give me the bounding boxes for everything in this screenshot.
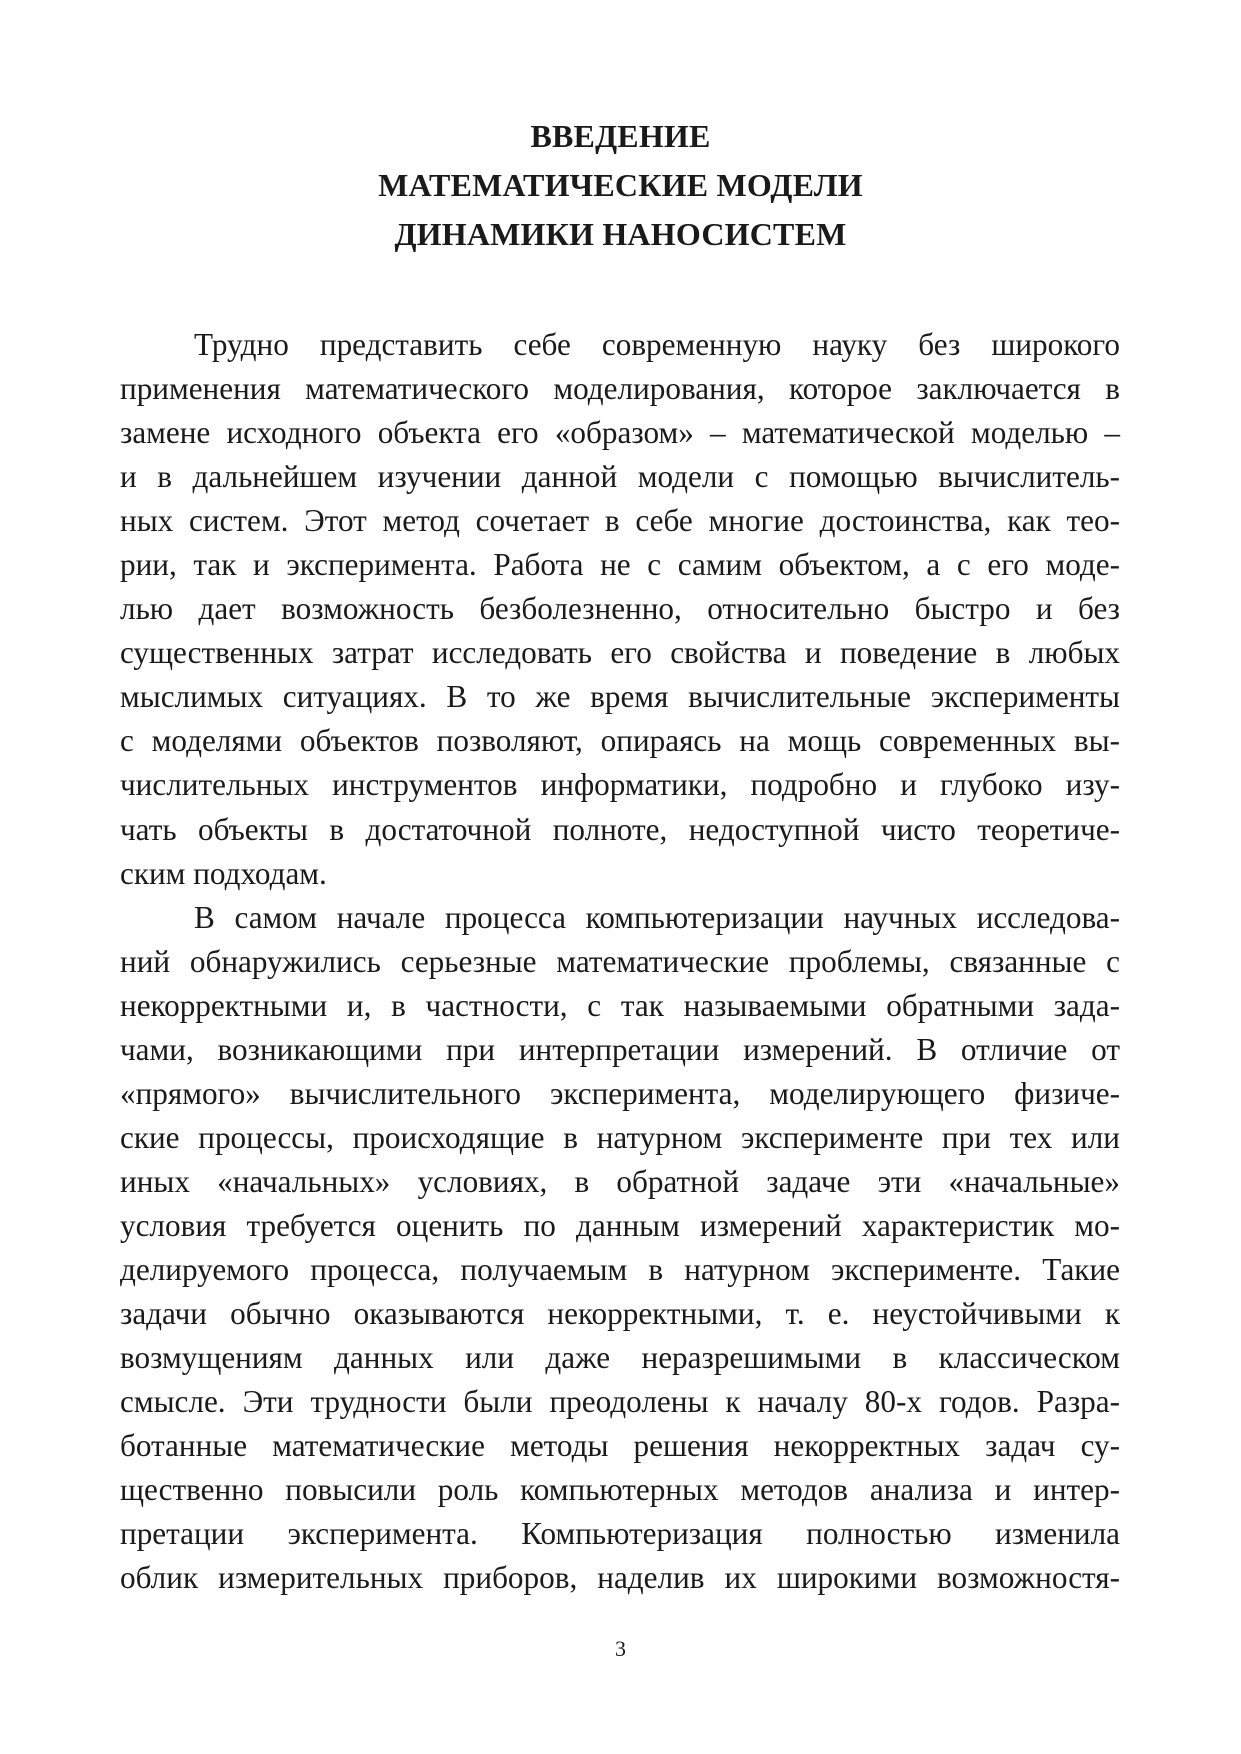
chapter-title-line-2: МАТЕМАТИЧЕСКИЕ МОДЕЛИ [378,167,863,203]
text-line: «прямого» вычислительного эксперимента, моделирующего физиче- [120,1075,1120,1111]
text-line: замене исходного объекта его «образом» – математической моделью – [120,415,1120,451]
text-line: претации эксперимента. Компьютеризация полностью изменила [120,1516,1120,1552]
text-line: В самом начале процесса компьютеризации научных исследова- [194,899,1120,935]
text-line: и в дальнейшем изучении данной модели с помощью вычислитель- [120,459,1120,495]
text-line: рии, так и эксперимента. Работа не с самим объектом, а с его моде- [120,547,1120,583]
text-line: ных систем. Этот метод сочетает в себе многие достоинства, как тео- [120,503,1120,539]
text-line: Трудно представить себе современную науку без широкого [194,327,1120,362]
text-line: ботанные математические методы решения некорректных задач су- [120,1428,1120,1464]
page-number: 3 [615,1636,626,1661]
text-line: некорректными и, в частности, с так называемыми обратными зада- [120,987,1120,1023]
text-line: мыслимых ситуациях. В то же время вычислительные эксперименты [120,679,1120,715]
text-line: смысле. Эти трудности были преодолены к началу 80-х годов. Разра- [120,1384,1120,1420]
text-line: условия требуется оценить по данным измерений характеристик мо- [120,1207,1120,1243]
text-line: применения математического моделирования, которое заключается в [120,371,1120,407]
chapter-title [0,112,1241,259]
text-line: лью дает возможность безболезненно, относительно быстро и без [120,591,1120,627]
text-line: щественно повысили роль компьютерных методов анализа и интер- [120,1472,1120,1508]
text-line: существенных затрат исследовать его свойства и поведение в любых [120,635,1120,671]
text-line: делируемого процесса, получаемым в натурном эксперименте. Такие [120,1251,1120,1287]
text-line: задачи обычно оказываются некорректными, т. е. неустойчивыми к [120,1296,1120,1332]
text-line: ским подходам. [120,855,327,891]
text-line: чами, возникающими при интерпретации измерений. В отличие от [120,1031,1120,1067]
text-line: облик измерительных приборов, наделив их широкими возможностя- [120,1560,1120,1596]
chapter-title-line-3: ДИНАМИКИ НАНОСИСТЕМ [394,216,847,252]
text-line: чать объекты в достаточной полноте, недоступной чисто теоретиче- [120,811,1120,847]
text-line: с моделями объектов позволяют, опираясь на мощь современных вы- [120,723,1120,759]
chapter-title-line-1: ВВЕДЕНИЕ [530,118,711,154]
text-line: ний обнаружились серьезные математические проблемы, связанные с [120,943,1120,979]
paragraph-2 [120,896,1120,1601]
text-line: возмущениям данных или даже неразрешимыми в классическом [120,1340,1120,1376]
text-line: иных «начальных» условиях, в обратной задаче эти «начальные» [120,1163,1120,1199]
text-line: ские процессы, происходящие в натурном эксперименте при тех или [120,1119,1120,1155]
body-text [120,323,1120,1600]
paragraph-1 [120,323,1120,896]
text-line: числительных инструментов информатики, подробно и глубоко изу- [120,767,1120,803]
